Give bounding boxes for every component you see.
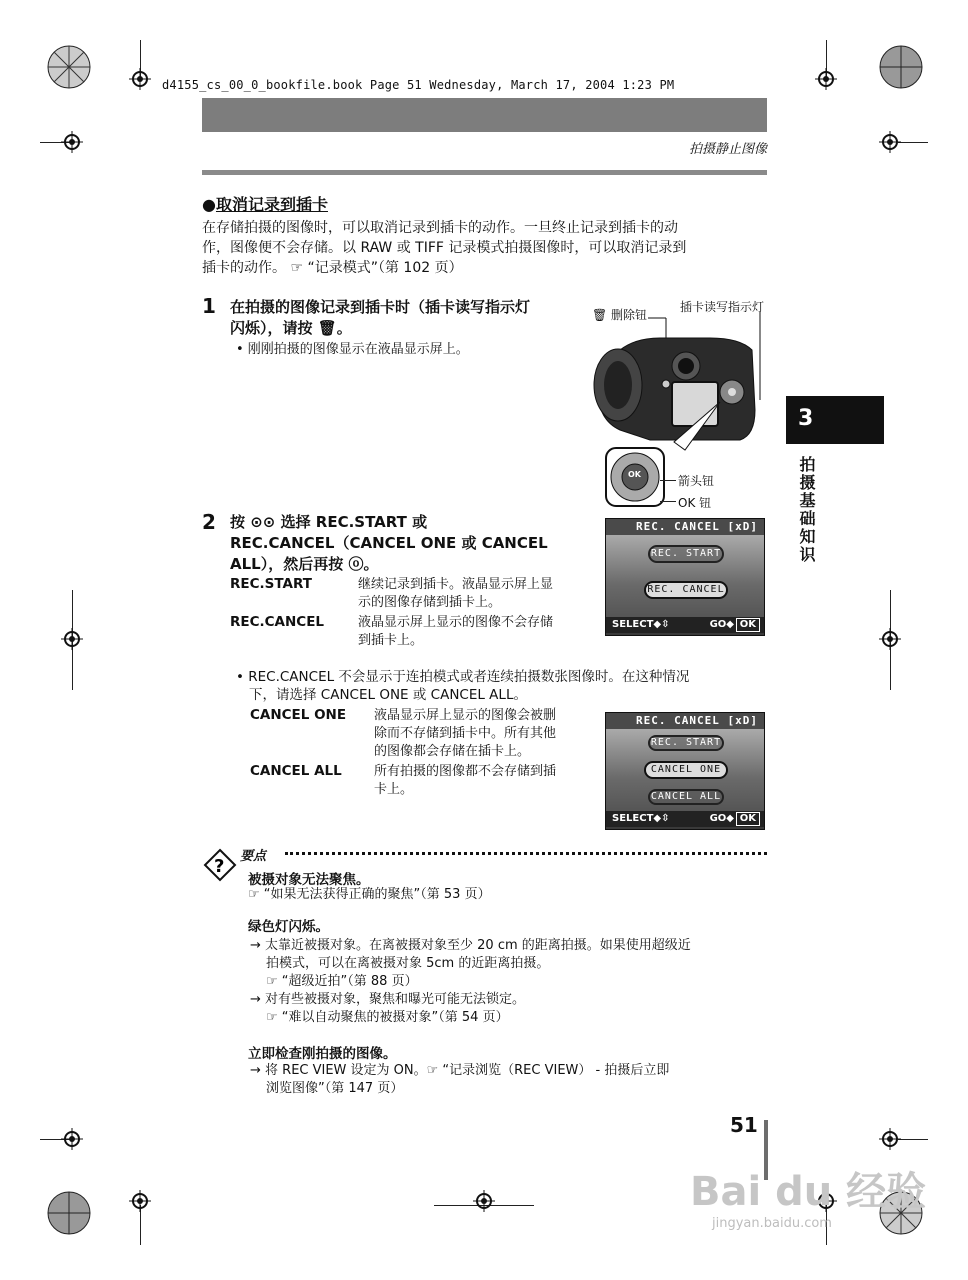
step-number: 2 [202, 510, 216, 534]
tip-heading: 绿色灯闪烁。 [248, 919, 329, 935]
definition-item: REC.CANCEL 液晶显示屏上显示的图像不会存储 到插卡上。 [230, 614, 554, 648]
cancel-all-option[interactable]: CANCEL ALL [648, 789, 724, 805]
delete-button-label: 🗑 删除钮 [592, 308, 648, 322]
registration-target-icon [129, 68, 151, 90]
lcd-screen [605, 712, 765, 830]
watermark-logo: Bai du 经验 [690, 1169, 927, 1215]
registration-target-icon [61, 131, 83, 153]
color-bar-target-icon [46, 44, 92, 90]
tip-answer: → 太靠近被摄对象。在离被摄对象至少 20 cm 的距离拍摄。如果使用超级近 拍模式，可以在离被摄对象 5cm 的近距离拍摄。 ☞ “超级近拍”（第 88 页） → 对有些被摄对象，聚焦和曝光可能无法锁定。 ☞ “难以自动聚焦的被摄对象”（第 54 页） [250, 938, 691, 1025]
chapter-title: 拍摄基础知识 [797, 456, 816, 564]
select-hint: SELECT◆⇳ [612, 619, 670, 630]
registration-target-icon [129, 1190, 151, 1212]
definition-list [250, 707, 600, 803]
step2-text: 按 ⊙⊙ 选择 REC.START 或 REC.CANCEL（CANCEL ONE 或 CANCEL ALL），然后再按 ⓞ。 [230, 513, 548, 573]
header-rule [202, 170, 767, 175]
registration-target-icon [61, 1128, 83, 1150]
tip-heading: 被摄对象无法聚焦。 [248, 872, 370, 888]
crop-mark [898, 1139, 928, 1140]
lcd-title: REC. CANCEL [xD] [606, 713, 764, 729]
crop-mark [898, 142, 928, 143]
lcd-screen [605, 518, 765, 636]
chapter-tab[interactable]: 3 [786, 396, 884, 444]
registration-target-icon [879, 1128, 901, 1150]
definition-list [230, 576, 600, 652]
registration-target-icon [61, 628, 83, 650]
svg-text:?: ? [214, 856, 225, 877]
definition-item: CANCEL ALL 所有拍摄的图像都不会存储到插 卡上。 [250, 763, 557, 797]
section-label: 拍摄静止图像 [688, 142, 767, 157]
tip-answer: → 将 REC VIEW 设定为 ON。☞ “记录浏览（REC VIEW） - 拍摄后立即 浏览图像”（第 147 页） [250, 1063, 670, 1096]
step1-bullet: • 刚刚拍摄的图像显示在液晶显示屏上。 [236, 342, 469, 357]
cancel-one-option[interactable]: CANCEL ONE [644, 761, 728, 779]
watermark-url: jingyan.baidu.com [712, 1216, 832, 1231]
page-number: 51 [730, 1113, 758, 1137]
intro-paragraph: 在存储拍摄的图像时，可以取消记录到插卡的动作。一旦终止记录到插卡的动 作，图像便不会存储。以 RAW 或 TIFF 记录模式拍摄图像时，可以取消记录到 插卡的动作。 ☞ “记录模式”（第 102 页） [202, 220, 687, 276]
registration-target-icon [879, 131, 901, 153]
go-hint: GO◆ [709, 619, 734, 630]
ok-button-label: OK 钮 [678, 496, 712, 510]
header-bar [202, 98, 767, 132]
ok-hint: OK [736, 618, 760, 632]
arrow-button-label: 箭头钮 [678, 474, 715, 488]
note-paragraph: • REC.CANCEL 不会显示于连拍模式或者连续拍摄数张图像时。在这种情况 下，请选择 CANCEL ONE 或 CANCEL ALL。 [236, 669, 690, 703]
ok-hint: OK [736, 812, 760, 826]
registration-target-icon [815, 68, 837, 90]
tips-label: 要点 [240, 849, 267, 864]
definition-item: REC.START 继续记录到插卡。液晶显示屏上显 示的图像存储到插卡上。 [230, 576, 554, 610]
rec-start-option[interactable]: REC. START [648, 545, 724, 563]
lcd-title: REC. CANCEL [xD] [606, 519, 764, 535]
tip-heading: 立即检查刚拍摄的图像。 [248, 1046, 397, 1062]
rec-cancel-option[interactable]: REC. CANCEL [644, 581, 728, 599]
definition-item: CANCEL ONE 液晶显示屏上显示的图像会被删 除而不存储到插卡中。所有其他 的图像都会存储在插卡上。 [250, 707, 557, 759]
question-tip-icon [203, 848, 237, 882]
step-number: 1 [202, 294, 216, 318]
registration-target-icon [473, 1190, 495, 1212]
card-lamp-label: 插卡读写指示灯 [680, 300, 765, 314]
rec-start-option[interactable]: REC. START [648, 735, 724, 751]
color-bar-target-icon [46, 1190, 92, 1236]
heading-title: 取消记录到插卡 [215, 195, 328, 214]
go-hint: GO◆ [709, 813, 734, 824]
color-bar-target-icon [878, 44, 924, 90]
registration-target-icon [879, 628, 901, 650]
step1-text: 在拍摄的图像记录到插卡时（插卡读写指示灯 闪烁），请按 🗑。 [230, 298, 531, 337]
section-heading [202, 192, 328, 215]
bullet-icon: ● [202, 195, 216, 214]
print-slug: d4155_cs_00_0_bookfile.book Page 51 Wednesday, March 17, 2004 1:23 PM [162, 78, 675, 92]
select-hint: SELECT◆⇳ [612, 813, 670, 824]
ok-center-label: OK [628, 470, 641, 479]
tip-reference: ☞ “如果无法获得正确的聚焦”（第 53 页） [248, 887, 491, 902]
tips-divider [285, 852, 767, 855]
